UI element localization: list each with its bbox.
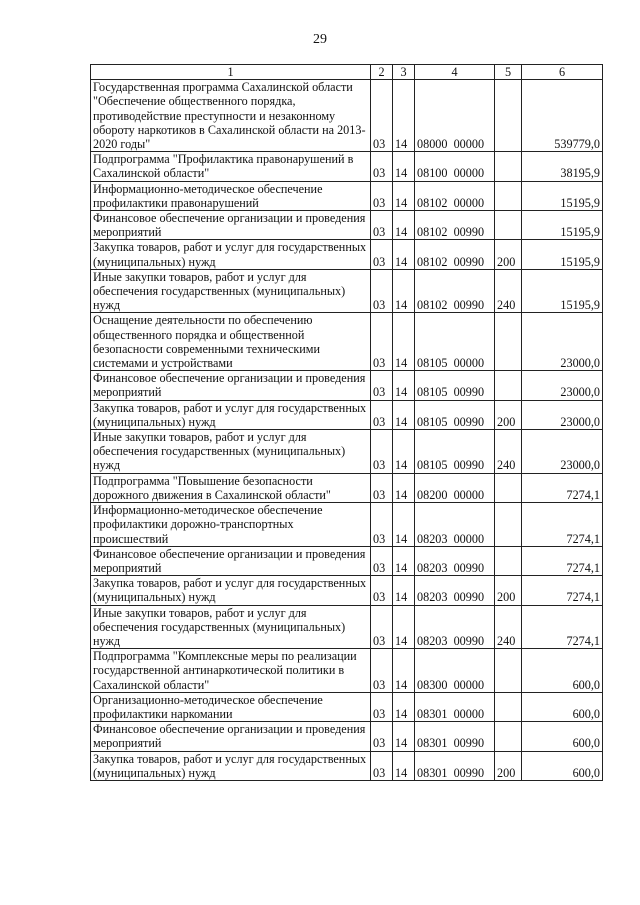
subsection-code-cell: 14 [393, 152, 415, 181]
row-name-cell: Информационно-методическое обеспечение профилактики дорожно-транспортных происшествий [91, 503, 371, 547]
section-code-cell: 03 [371, 400, 393, 429]
subsection-code-cell: 14 [393, 692, 415, 721]
target-article-cell: 08105 00990 [415, 430, 495, 474]
amount-cell: 600,0 [522, 751, 603, 780]
subsection-code-cell: 14 [393, 80, 415, 152]
table-row [91, 576, 603, 605]
table-row [91, 371, 603, 400]
row-name-cell: Иные закупки товаров, работ и услуг для обеспечения государственных (муниципальных) нужд [91, 430, 371, 474]
subsection-code-cell: 14 [393, 473, 415, 502]
amount-cell: 38195,9 [522, 152, 603, 181]
expense-type-cell [495, 181, 522, 210]
subsection-code-cell: 14 [393, 605, 415, 649]
amount-cell: 7274,1 [522, 546, 603, 575]
table-row [91, 240, 603, 269]
row-name-cell: Закупка товаров, работ и услуг для государственных (муниципальных) нужд [91, 240, 371, 269]
subsection-code-cell: 14 [393, 751, 415, 780]
table-row [91, 80, 603, 152]
amount-cell: 15195,9 [522, 240, 603, 269]
amount-cell: 539779,0 [522, 80, 603, 152]
row-name-cell: Оснащение деятельности по обеспечению общественного порядка и общественной безопасности современными техническими системами и устройствами [91, 313, 371, 371]
amount-cell: 7274,1 [522, 503, 603, 547]
row-name-cell: Закупка товаров, работ и услуг для государственных (муниципальных) нужд [91, 400, 371, 429]
section-code-cell: 03 [371, 692, 393, 721]
column-header: 3 [393, 65, 415, 80]
row-name-cell: Подпрограмма "Профилактика правонарушений в Сахалинской области" [91, 152, 371, 181]
table-row [91, 546, 603, 575]
subsection-code-cell: 14 [393, 269, 415, 313]
expense-type-cell [495, 546, 522, 575]
target-article-cell: 08203 00990 [415, 576, 495, 605]
table-row [91, 722, 603, 751]
expense-type-cell [495, 649, 522, 693]
row-name-cell: Финансовое обеспечение организации и проведения мероприятий [91, 211, 371, 240]
subsection-code-cell: 14 [393, 181, 415, 210]
section-code-cell: 03 [371, 751, 393, 780]
column-header: 4 [415, 65, 495, 80]
table-row [91, 430, 603, 474]
section-code-cell: 03 [371, 269, 393, 313]
target-article-cell: 08203 00000 [415, 503, 495, 547]
expense-type-cell [495, 473, 522, 502]
subsection-code-cell: 14 [393, 400, 415, 429]
subsection-code-cell: 14 [393, 649, 415, 693]
table-row [91, 473, 603, 502]
expense-type-cell: 240 [495, 269, 522, 313]
expense-type-cell [495, 503, 522, 547]
subsection-code-cell: 14 [393, 546, 415, 575]
row-name-cell: Подпрограмма "Повышение безопасности дорожного движения в Сахалинской области" [91, 473, 371, 502]
target-article-cell: 08301 00000 [415, 692, 495, 721]
expense-type-cell [495, 152, 522, 181]
table-row [91, 503, 603, 547]
amount-cell: 23000,0 [522, 371, 603, 400]
table-row [91, 605, 603, 649]
section-code-cell: 03 [371, 430, 393, 474]
section-code-cell: 03 [371, 649, 393, 693]
target-article-cell: 08301 00990 [415, 751, 495, 780]
expense-type-cell [495, 692, 522, 721]
amount-cell: 7274,1 [522, 473, 603, 502]
table-row [91, 692, 603, 721]
section-code-cell: 03 [371, 211, 393, 240]
budget-table [90, 64, 603, 781]
expense-type-cell: 200 [495, 751, 522, 780]
section-code-cell: 03 [371, 722, 393, 751]
row-name-cell: Финансовое обеспечение организации и проведения мероприятий [91, 546, 371, 575]
target-article-cell: 08102 00990 [415, 211, 495, 240]
table-row [91, 751, 603, 780]
expense-type-cell: 240 [495, 605, 522, 649]
section-code-cell: 03 [371, 576, 393, 605]
target-article-cell: 08100 00000 [415, 152, 495, 181]
amount-cell: 23000,0 [522, 430, 603, 474]
row-name-cell: Государственная программа Сахалинской области "Обеспечение общественного порядка, противодействие преступности и незаконному обороту наркотиков в Сахалинской области на 2013-2020 годы" [91, 80, 371, 152]
section-code-cell: 03 [371, 313, 393, 371]
target-article-cell: 08203 00990 [415, 605, 495, 649]
column-header: 6 [522, 65, 603, 80]
section-code-cell: 03 [371, 80, 393, 152]
amount-cell: 7274,1 [522, 605, 603, 649]
section-code-cell: 03 [371, 546, 393, 575]
section-code-cell: 03 [371, 473, 393, 502]
target-article-cell: 08200 00000 [415, 473, 495, 502]
amount-cell: 600,0 [522, 722, 603, 751]
table-row [91, 152, 603, 181]
table-row [91, 269, 603, 313]
subsection-code-cell: 14 [393, 430, 415, 474]
table-header-row [91, 65, 603, 80]
amount-cell: 23000,0 [522, 400, 603, 429]
expense-type-cell [495, 313, 522, 371]
row-name-cell: Подпрограмма "Комплексные меры по реализации государственной антинаркотической политики в Сахалинской области" [91, 649, 371, 693]
target-article-cell: 08102 00990 [415, 240, 495, 269]
row-name-cell: Закупка товаров, работ и услуг для государственных (муниципальных) нужд [91, 576, 371, 605]
row-name-cell: Информационно-методическое обеспечение профилактики правонарушений [91, 181, 371, 210]
amount-cell: 15195,9 [522, 211, 603, 240]
expense-type-cell [495, 211, 522, 240]
row-name-cell: Закупка товаров, работ и услуг для государственных (муниципальных) нужд [91, 751, 371, 780]
target-article-cell: 08105 00990 [415, 400, 495, 429]
table-row [91, 400, 603, 429]
target-article-cell: 08203 00990 [415, 546, 495, 575]
column-header: 2 [371, 65, 393, 80]
section-code-cell: 03 [371, 240, 393, 269]
subsection-code-cell: 14 [393, 503, 415, 547]
target-article-cell: 08000 00000 [415, 80, 495, 152]
column-header: 1 [91, 65, 371, 80]
section-code-cell: 03 [371, 503, 393, 547]
expense-type-cell: 200 [495, 576, 522, 605]
subsection-code-cell: 14 [393, 240, 415, 269]
amount-cell: 23000,0 [522, 313, 603, 371]
expense-type-cell [495, 371, 522, 400]
row-name-cell: Организационно-методическое обеспечение профилактики наркомании [91, 692, 371, 721]
expense-type-cell: 200 [495, 240, 522, 269]
expense-type-cell: 240 [495, 430, 522, 474]
column-header: 5 [495, 65, 522, 80]
section-code-cell: 03 [371, 605, 393, 649]
expense-type-cell [495, 80, 522, 152]
subsection-code-cell: 14 [393, 722, 415, 751]
table-row [91, 211, 603, 240]
target-article-cell: 08102 00000 [415, 181, 495, 210]
target-article-cell: 08105 00000 [415, 313, 495, 371]
subsection-code-cell: 14 [393, 371, 415, 400]
table-row [91, 649, 603, 693]
section-code-cell: 03 [371, 371, 393, 400]
subsection-code-cell: 14 [393, 576, 415, 605]
table-row [91, 313, 603, 371]
expense-type-cell: 200 [495, 400, 522, 429]
amount-cell: 600,0 [522, 692, 603, 721]
amount-cell: 600,0 [522, 649, 603, 693]
section-code-cell: 03 [371, 181, 393, 210]
page-number: 29 [313, 32, 327, 47]
row-name-cell: Финансовое обеспечение организации и проведения мероприятий [91, 371, 371, 400]
amount-cell: 15195,9 [522, 181, 603, 210]
target-article-cell: 08300 00000 [415, 649, 495, 693]
section-code-cell: 03 [371, 152, 393, 181]
target-article-cell: 08301 00990 [415, 722, 495, 751]
amount-cell: 15195,9 [522, 269, 603, 313]
amount-cell: 7274,1 [522, 576, 603, 605]
target-article-cell: 08102 00990 [415, 269, 495, 313]
subsection-code-cell: 14 [393, 313, 415, 371]
row-name-cell: Финансовое обеспечение организации и проведения мероприятий [91, 722, 371, 751]
table-row [91, 181, 603, 210]
row-name-cell: Иные закупки товаров, работ и услуг для обеспечения государственных (муниципальных) нужд [91, 605, 371, 649]
target-article-cell: 08105 00990 [415, 371, 495, 400]
expense-type-cell [495, 722, 522, 751]
row-name-cell: Иные закупки товаров, работ и услуг для обеспечения государственных (муниципальных) нужд [91, 269, 371, 313]
subsection-code-cell: 14 [393, 211, 415, 240]
